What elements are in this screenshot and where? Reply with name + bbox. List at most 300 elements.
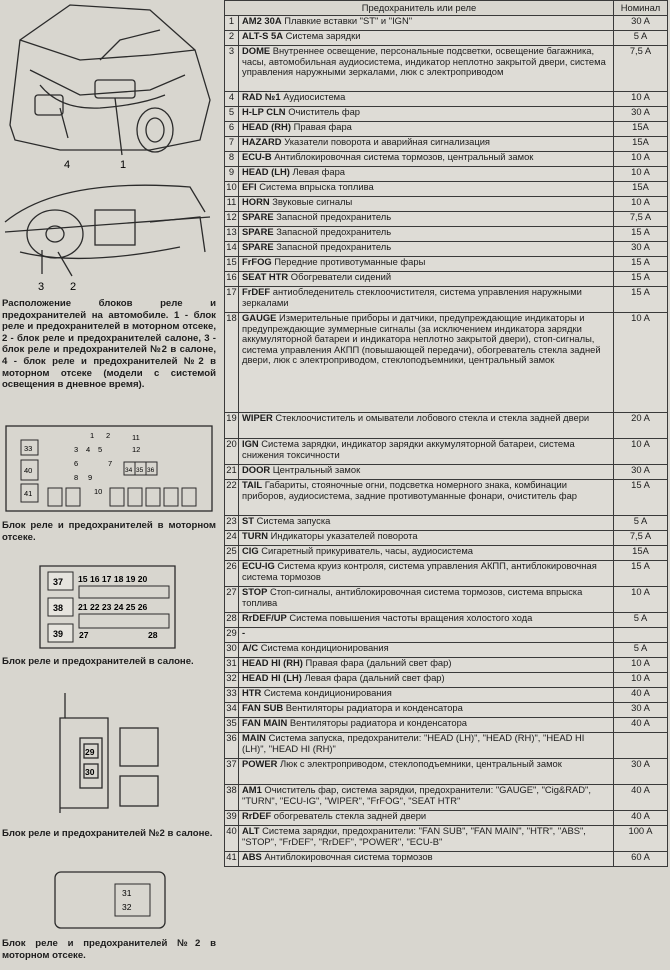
row-description-cell	[239, 122, 614, 137]
fuse-rating: 40 A	[614, 718, 668, 733]
row-number: 5	[225, 107, 239, 122]
fuse-description: Система кондиционирования	[260, 642, 389, 653]
fuse-code: RrDEF/UP	[242, 612, 287, 623]
table-row	[225, 413, 668, 439]
fuse-rating: 5 A	[614, 643, 668, 658]
table-row	[225, 852, 668, 867]
fuse-description: Правая фара	[293, 121, 352, 132]
row-number: 36	[225, 733, 239, 759]
fuse-code: HEAD HI (RH)	[242, 657, 303, 668]
car-drawing	[0, 0, 218, 170]
fuse-description: Система зарядки, индикатор зарядки аккумуляторной батареи, система снижения токсичности	[242, 438, 575, 460]
row-number: 27	[225, 587, 239, 613]
fuse-rating: 60 A	[614, 852, 668, 867]
row-description-cell	[239, 16, 614, 31]
table-row	[225, 197, 668, 212]
row-description-cell	[239, 673, 614, 688]
row-number: 9	[225, 167, 239, 182]
engine-box-9: 9	[88, 473, 93, 482]
table-row	[225, 137, 668, 152]
fuse-code: CIG	[242, 545, 259, 556]
fuse-rating: 10 A	[614, 313, 668, 413]
fuse-code: HEAD HI (LH)	[242, 672, 302, 683]
fuse-rating: 40 A	[614, 688, 668, 703]
fuse-code: FAN MAIN	[242, 717, 288, 728]
row-number: 25	[225, 546, 239, 561]
cabin-box-caption: Блок реле и предохранителей в салоне.	[2, 656, 194, 667]
fuse-rating	[614, 628, 668, 643]
fuse-rating: 15 A	[614, 227, 668, 242]
fuse-rating: 15A	[614, 182, 668, 197]
row-number: 11	[225, 197, 239, 212]
fuse-description: Система повышения частоты вращения холостого хода	[289, 612, 533, 623]
table-row	[225, 628, 668, 643]
fuse-description: Система зарядки, предохранители: "FAN SUB", "FAN MAIN", "HTR", "ABS", "STOP", "FrDEF", "RrDEF", "POWER", "ECU-B"	[242, 825, 586, 847]
table-row	[225, 480, 668, 516]
row-description-cell	[239, 826, 614, 852]
row-description-cell	[239, 182, 614, 197]
fuse-code: ALT	[242, 825, 260, 836]
table-row	[225, 182, 668, 197]
row-description-cell	[239, 658, 614, 673]
fuse-rating: 30 A	[614, 703, 668, 718]
row-number: 16	[225, 272, 239, 287]
table-row	[225, 546, 668, 561]
table-row	[225, 673, 668, 688]
table-row	[225, 46, 668, 92]
cabin-fuses-row2: 21 22 23 24 25 26	[78, 602, 148, 612]
engine-box-1: 1	[90, 431, 95, 440]
fuse-description: Стеклоочиститель и омыватели лобового стекла и стекла задней двери	[275, 412, 590, 423]
row-number: 12	[225, 212, 239, 227]
fuse-code: FrFOG	[242, 256, 272, 267]
fuse-code: SPARE	[242, 241, 274, 252]
row-description-cell	[239, 852, 614, 867]
fuse-description: Система кондиционирования	[263, 687, 392, 698]
row-number: 34	[225, 703, 239, 718]
table-row	[225, 287, 668, 313]
row-description-cell	[239, 628, 614, 643]
fuse-rating: 20 A	[614, 413, 668, 439]
fuse-rating: 15 A	[614, 561, 668, 587]
header-fuse: Предохранитель или реле	[225, 1, 614, 16]
table-row	[225, 826, 668, 852]
fuse-rating: 10 A	[614, 673, 668, 688]
row-description-cell	[239, 531, 614, 546]
fuse-code: FAN SUB	[242, 702, 284, 713]
fuse-description: Обогреватели сидений	[290, 271, 392, 282]
row-number: 19	[225, 413, 239, 439]
fuse-rating: 30 A	[614, 107, 668, 122]
fuse-rating: 7,5 A	[614, 531, 668, 546]
fuse-code: A/C	[242, 642, 259, 653]
fuse-code: MAIN	[242, 732, 266, 743]
fuse-code: ECU-IG	[242, 560, 275, 571]
row-description-cell	[239, 152, 614, 167]
table-row	[225, 643, 668, 658]
fuse-description: Левая фара	[292, 166, 346, 177]
fuse-description: Антиблокировочная система тормозов	[264, 851, 433, 862]
row-number: 40	[225, 826, 239, 852]
row-description-cell	[239, 287, 614, 313]
fuse-code: AM2 30A	[242, 15, 282, 26]
fuse-rating: 30 A	[614, 759, 668, 785]
row-number: 28	[225, 613, 239, 628]
row-description-cell	[239, 92, 614, 107]
fuse-code: POWER	[242, 758, 278, 769]
engine-box-6: 6	[74, 459, 79, 468]
engine-box-5: 5	[98, 445, 103, 454]
table-row	[225, 688, 668, 703]
fuse-code: ALT-S 5A	[242, 30, 283, 41]
cabin2-fuse-30: 30	[85, 767, 95, 777]
fuse-description: Передние противотуманные фары	[274, 256, 426, 267]
row-description-cell	[239, 480, 614, 516]
cabin-box2-caption: Блок реле и предохранителей №2 в салоне.	[2, 828, 213, 839]
fuse-description: Указатели поворота и аварийная сигнализация	[284, 136, 491, 147]
row-number: 35	[225, 718, 239, 733]
table-row	[225, 92, 668, 107]
table-row	[225, 313, 668, 413]
fuse-description: Система запуска	[256, 515, 331, 526]
row-number: 10	[225, 182, 239, 197]
fuse-rating: 40 A	[614, 811, 668, 826]
fuse-code: STOP	[242, 586, 268, 597]
fuse-code: HORN	[242, 196, 270, 207]
location-caption: Расположение блоков реле и предохранителей на автомобиле. 1 - блок реле и предохранителей в моторном отсеке, 2 - блок реле и предохранителей салоне, 3 - блок реле и предохранителей №2 в салоне, 4 - блок реле и предохранителей №2 в моторном отсеке (модели с системой освещения в дневное время).	[2, 298, 216, 391]
fuse-code: SPARE	[242, 211, 274, 222]
engine-box-11: 11	[132, 433, 140, 442]
row-description-cell	[239, 272, 614, 287]
row-description-cell	[239, 465, 614, 480]
fuse-description: Система впрыска топлива	[259, 181, 374, 192]
fuse-description: Индикаторы указателей поворота	[270, 530, 418, 541]
row-description-cell	[239, 785, 614, 811]
table-row	[225, 516, 668, 531]
row-description-cell	[239, 197, 614, 212]
row-description-cell	[239, 31, 614, 46]
fuse-rating: 5 A	[614, 613, 668, 628]
cabin-relay-37: 37	[53, 577, 64, 587]
table-row	[225, 242, 668, 257]
row-number: 20	[225, 439, 239, 465]
cabin-relay-39: 39	[53, 629, 64, 639]
engine-box-41: 41	[24, 489, 33, 498]
fuse-description: Плавкие вставки "ST" и "IGN"	[284, 15, 413, 26]
row-description-cell	[239, 439, 614, 465]
row-description-cell	[239, 46, 614, 92]
row-description-cell	[239, 643, 614, 658]
fuse-description: Очиститель фар, система зарядки, предохранители: "GAUGE", "Cig&RAD", "TURN", "ECU-IG", "WIPER", "FrFOG", "SEAT HTR"	[242, 784, 591, 806]
fuse-description: Запасной предохранитель	[276, 241, 392, 252]
fuse-description: обогреватель стекла задней двери	[273, 810, 427, 821]
table-row	[225, 561, 668, 587]
row-number: 39	[225, 811, 239, 826]
fuse-code: -	[242, 627, 246, 638]
row-description-cell	[239, 733, 614, 759]
row-number: 7	[225, 137, 239, 152]
callout-3: 3	[38, 281, 45, 293]
table-row	[225, 587, 668, 613]
table-row	[225, 531, 668, 546]
engine-box-7: 7	[108, 459, 113, 468]
table-row	[225, 733, 668, 759]
engine-box2-diagram	[0, 866, 218, 932]
fuse-rating: 30 A	[614, 16, 668, 31]
engine-box-35: 35	[136, 467, 144, 474]
fuse-code: RAD №1	[242, 91, 281, 102]
table-row	[225, 152, 668, 167]
fuse-rating: 15A	[614, 122, 668, 137]
table-header-row	[225, 1, 668, 16]
fuse-description: Центральный замок	[272, 464, 361, 475]
fuse-table-container	[224, 0, 668, 970]
fuse-description: Система запуска, предохранители: "HEAD (LH)", "HEAD (RH)", "HEAD HI (LH)", "HEAD HI (RH)"	[242, 732, 585, 754]
fuse-rating: 15 A	[614, 287, 668, 313]
fuse-code: ABS	[242, 851, 262, 862]
cabin-box2-svg	[0, 688, 218, 818]
row-description-cell	[239, 227, 614, 242]
cabin-fuse-28: 28	[148, 630, 158, 640]
row-number: 15	[225, 257, 239, 272]
engine-box-34: 34	[125, 467, 133, 474]
row-number: 29	[225, 628, 239, 643]
fuse-description: Очиститель фар	[288, 106, 361, 117]
fuse-rating: 15 A	[614, 480, 668, 516]
table-row	[225, 718, 668, 733]
table-row	[225, 811, 668, 826]
fuse-code: SPARE	[242, 226, 274, 237]
row-description-cell	[239, 313, 614, 413]
fuse-rating: 15 A	[614, 257, 668, 272]
fuse-rating: 15 A	[614, 272, 668, 287]
engine-box-2: 2	[106, 431, 111, 440]
row-number: 17	[225, 287, 239, 313]
fuse-code: SEAT HTR	[242, 271, 289, 282]
row-description-cell	[239, 811, 614, 826]
fuse-rating: 15A	[614, 137, 668, 152]
row-number: 32	[225, 673, 239, 688]
fuse-code: ST	[242, 515, 254, 526]
dashboard-drawing	[0, 172, 218, 294]
row-number: 8	[225, 152, 239, 167]
cabin-fuse-27: 27	[79, 630, 89, 640]
fuse-rating: 30 A	[614, 242, 668, 257]
engine-box-12: 12	[132, 445, 141, 454]
callout-2: 2	[70, 281, 77, 293]
row-number: 41	[225, 852, 239, 867]
table-body	[225, 16, 668, 867]
fuse-code: HAZARD	[242, 136, 282, 147]
row-number: 14	[225, 242, 239, 257]
fuse-rating: 10 A	[614, 152, 668, 167]
fuse-description: Внутреннее освещение, персональные подсветки, освещение багажника, часы, автомобильная аудиосистема, индикатор неплотно закрытой двери, система управления наружными зеркалами, люк с электроприводом	[242, 45, 606, 78]
row-number: 26	[225, 561, 239, 587]
cabin-fuses-row1: 15 16 17 18 19 20	[78, 574, 148, 584]
row-description-cell	[239, 613, 614, 628]
fuse-description: антиобледенитель стеклоочистителя, система управления наружными зеркалами	[242, 286, 582, 308]
table-row	[225, 212, 668, 227]
row-description-cell	[239, 546, 614, 561]
table-row	[225, 703, 668, 718]
row-description-cell	[239, 167, 614, 182]
cabin-box-diagram	[0, 560, 218, 660]
fuse-description: Система круиз контроля, система управления АКПП, антиблокировочная система тормозов	[242, 560, 597, 582]
fuse-description: Габариты, стояночные огни, подсветка номерного знака, комбинации приборов, аудиосистема, задние противотуманные фонари, очиститель фар	[242, 479, 578, 501]
engine-box-3: 3	[74, 445, 79, 454]
fuse-code: AM1	[242, 784, 262, 795]
table-row	[225, 759, 668, 785]
fuse-code: ECU-B	[242, 151, 272, 162]
fuse-code: HEAD (RH)	[242, 121, 291, 132]
fuse-code: WIPER	[242, 412, 273, 423]
fuse-description: Антиблокировочная система тормозов, центральный замок	[274, 151, 534, 162]
table-row	[225, 31, 668, 46]
fuse-table	[224, 0, 668, 867]
fuse-rating	[614, 733, 668, 759]
fuse-rating: 10 A	[614, 587, 668, 613]
row-number: 3	[225, 46, 239, 92]
fuse-code: HTR	[242, 687, 262, 698]
row-description-cell	[239, 413, 614, 439]
fuse-code: TAIL	[242, 479, 263, 490]
fuse-description: Аудиосистема	[283, 91, 346, 102]
row-number: 6	[225, 122, 239, 137]
fuse-rating: 5 A	[614, 31, 668, 46]
table-row	[225, 439, 668, 465]
engine-box-caption: Блок реле и предохранителей в моторном отсеке.	[2, 520, 216, 543]
fuse-description: Вентиляторы радиатора и конденсатора	[289, 717, 468, 728]
fuse-description: Запасной предохранитель	[276, 211, 392, 222]
callout-1: 1	[120, 159, 127, 170]
table-row	[225, 785, 668, 811]
row-number: 30	[225, 643, 239, 658]
row-number: 1	[225, 16, 239, 31]
cabin-box2-diagram	[0, 688, 218, 818]
cabin-box-svg	[0, 560, 218, 660]
table-row	[225, 16, 668, 31]
fuse-description: Правая фара (дальний свет фар)	[305, 657, 452, 668]
header-rating: Номинал	[614, 1, 668, 16]
callout-4: 4	[64, 159, 71, 170]
fuse-rating: 10 A	[614, 92, 668, 107]
fuse-description: Люк с электроприводом, стеклоподъемники, центральный замок	[280, 758, 562, 769]
engine-box-36: 36	[147, 467, 155, 474]
fuse-code: EFI	[242, 181, 257, 192]
row-number: 4	[225, 92, 239, 107]
engine-box-40: 40	[24, 466, 33, 475]
fuse-description: Стоп-сигналы, антиблокировочная система тормозов, система впрыска топлива	[242, 586, 583, 608]
row-number: 33	[225, 688, 239, 703]
cabin2-fuse-29: 29	[85, 747, 95, 757]
row-number: 18	[225, 313, 239, 413]
row-number: 22	[225, 480, 239, 516]
row-description-cell	[239, 561, 614, 587]
table-row	[225, 613, 668, 628]
fuse-code: HEAD (LH)	[242, 166, 290, 177]
table-row	[225, 167, 668, 182]
left-column	[0, 0, 218, 970]
row-description-cell	[239, 718, 614, 733]
dashboard-illustration	[0, 172, 218, 294]
engine-box2-svg	[0, 866, 218, 932]
table-row	[225, 257, 668, 272]
fuse-description: Левая фара (дальний свет фар)	[304, 672, 445, 683]
fuse-rating: 15A	[614, 546, 668, 561]
fuse-description: Запасной предохранитель	[276, 226, 392, 237]
engine-box-svg	[0, 422, 218, 517]
row-number: 38	[225, 785, 239, 811]
fuse-code: DOOR	[242, 464, 271, 475]
fuse-rating: 10 A	[614, 167, 668, 182]
table-row	[225, 107, 668, 122]
row-description-cell	[239, 516, 614, 531]
row-description-cell	[239, 107, 614, 122]
fuse-code: IGN	[242, 438, 259, 449]
fuse-rating: 10 A	[614, 658, 668, 673]
row-number: 31	[225, 658, 239, 673]
fuse-description: Система зарядки	[285, 30, 361, 41]
row-description-cell	[239, 688, 614, 703]
engine2-fuse-31: 31	[122, 888, 132, 898]
fuse-rating: 5 A	[614, 516, 668, 531]
fuse-rating: 10 A	[614, 439, 668, 465]
row-description-cell	[239, 137, 614, 152]
fuse-code: TURN	[242, 530, 269, 541]
fuse-code: RrDEF	[242, 810, 272, 821]
engine-box2-caption: Блок реле и предохранителей №2 в моторном отсеке.	[2, 938, 216, 961]
fuse-code: GAUGE	[242, 312, 277, 323]
engine-box-10: 10	[94, 487, 103, 496]
engine-box-8: 8	[74, 473, 79, 482]
row-description-cell	[239, 242, 614, 257]
engine2-fuse-32: 32	[122, 902, 132, 912]
car-engine-illustration	[0, 0, 218, 170]
fuse-code: FrDEF	[242, 286, 271, 297]
engine-box-4: 4	[86, 445, 91, 454]
row-number: 2	[225, 31, 239, 46]
fuse-rating: 40 A	[614, 785, 668, 811]
engine-box-diagram	[0, 422, 218, 517]
row-number: 13	[225, 227, 239, 242]
fuse-rating: 100 A	[614, 826, 668, 852]
fuse-rating: 30 A	[614, 465, 668, 480]
row-number: 21	[225, 465, 239, 480]
fuse-description: Звуковые сигналы	[272, 196, 353, 207]
table-row	[225, 227, 668, 242]
row-number: 23	[225, 516, 239, 531]
row-number: 24	[225, 531, 239, 546]
table-row	[225, 658, 668, 673]
fuse-rating: 7,5 A	[614, 46, 668, 92]
cabin-relay-38: 38	[53, 603, 64, 613]
row-description-cell	[239, 587, 614, 613]
fuse-code: H-LP CLN	[242, 106, 286, 117]
fuse-rating: 10 A	[614, 197, 668, 212]
row-description-cell	[239, 703, 614, 718]
row-description-cell	[239, 212, 614, 227]
fuse-description: Сигаретный прикуриватель, часы, аудиосистема	[261, 545, 473, 556]
table-row	[225, 465, 668, 480]
engine-box-33: 33	[24, 444, 33, 453]
table-row	[225, 122, 668, 137]
row-number: 37	[225, 759, 239, 785]
fuse-rating: 7,5 A	[614, 212, 668, 227]
table-row	[225, 272, 668, 287]
fuse-code: DOME	[242, 45, 271, 56]
row-description-cell	[239, 257, 614, 272]
fuse-description: Измерительные приборы и датчики, предупреждающие индикаторы и предупреждающие зуммерные сигналы (за исключением индикатора зарядки аккумуляторной батареи и индикатора неплотно закрытой двери), стоп-сигналы, система управления АКПП (повышающей передачи), обогреватель стекла задней двери, люк с электроприводом, стеклоподъемники, центральный замок	[242, 312, 601, 366]
